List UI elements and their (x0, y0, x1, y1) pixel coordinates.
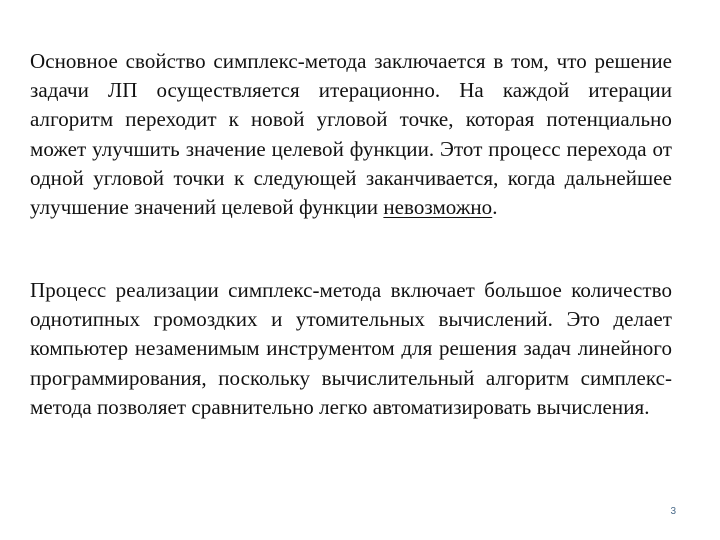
page-number: 3 (670, 506, 676, 517)
paragraph-simplex-implementation (30, 276, 672, 422)
underlined-word: невозможно (383, 195, 493, 220)
paragraph-1-ending: . (492, 195, 498, 220)
paragraph-1-text: Основное свойство симплекс-метода заключается в том, что решение задачи ЛП осуществляется итерационно. На каждой итерации алгоритм переходит к новой угловой точке, которая потенциально может улучшить значение целевой функции. Этот процесс перехода от одной угловой точки к следующей заканчивается, когда дальнейшее улучшение значений целевой функции (30, 49, 672, 220)
paragraph-simplex-property (30, 47, 672, 222)
paragraph-2-text: Процесс реализации симплекс-метода включает большое количество однотипных громоздких и утомительных вычислений. Это делает компьютер незаменимым инструментом для решения задач линейного программирования, поскольку вычислительный алгоритм симплекс-метода позволяет сравнительно легко автоматизировать вычисления. (30, 278, 672, 419)
